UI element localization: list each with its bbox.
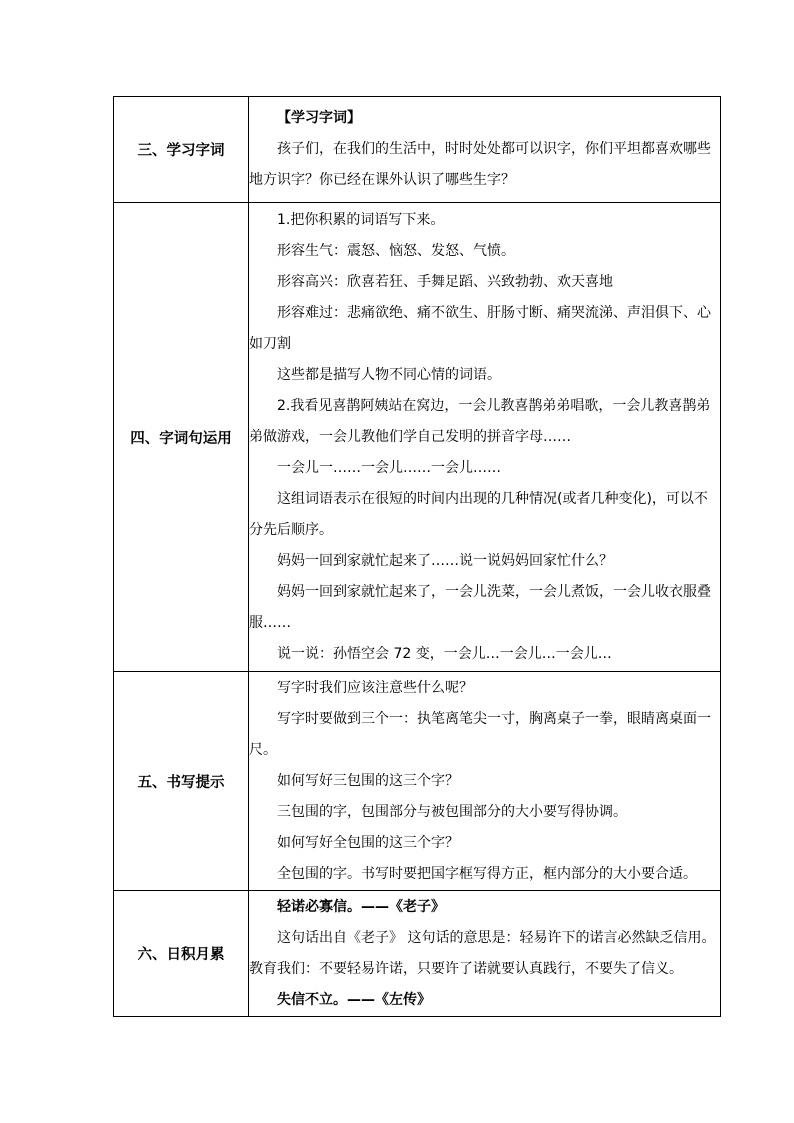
paragraph: 这组词语表示在很短的时间内出现的几种情况(或者几种变化)，可以不分先后顺序。 xyxy=(249,490,708,538)
section-content xyxy=(249,891,721,1017)
paragraph: 2.我看见喜鹊阿姨站在窝边，一会儿教喜鹊弟弟唱歌，一会儿教喜鹊弟弟做游戏，一会儿教他们学自己发明的拼音字母…… xyxy=(249,397,711,445)
paragraph: 这句话出自《老子》 这句话的意思是：轻易许下的诺言必然缺乏信用。教育我们：不要轻易许诺，只要许了诺就要认真践行，不要失了信义。 xyxy=(249,929,716,977)
section-content xyxy=(249,672,721,891)
paragraph: 一会儿一……一会儿……一会儿…… xyxy=(277,459,501,476)
paragraph: 1.把你积累的词语写下来。 xyxy=(277,211,445,228)
paragraph: 写字时要做到三个一：执笔离笔尖一寸，胸离桌子一拳，眼睛离桌面一尺。 xyxy=(249,710,711,758)
paragraph: 说一说：孙悟空会 72 变，一会儿…一会儿…一会儿… xyxy=(277,645,612,662)
paragraph: 形容高兴：欣喜若狂、手舞足蹈、兴致勃勃、欢天喜地 xyxy=(277,273,613,290)
paragraph: 妈妈一回到家就忙起来了……说一说妈妈回家忙什么？ xyxy=(277,552,613,569)
section-content xyxy=(249,97,721,203)
paragraph: 形容难过：悲痛欲绝、痛不欲生、肝肠寸断、痛哭流涕、声泪俱下、心如刀割 xyxy=(249,304,711,352)
section-label: 三、学习字词 xyxy=(114,97,249,203)
table-row xyxy=(114,97,721,203)
section-label: 五、书写提示 xyxy=(114,672,249,891)
section-label: 六、日积月累 xyxy=(114,891,249,1017)
paragraph: 全包围的字。书写时要把国字框写得方正，框内部分的大小要合适。 xyxy=(277,865,697,882)
section-label: 四、字词句运用 xyxy=(114,203,249,672)
table-row xyxy=(114,672,721,891)
paragraph: 这些都是描写人物不同心情的词语。 xyxy=(277,366,501,383)
table-row xyxy=(114,891,721,1017)
table-row xyxy=(114,203,721,672)
paragraph: 如何写好全包围的这三个字？ xyxy=(277,834,459,851)
paragraph: 妈妈一回到家就忙起来了，一会儿洗菜，一会儿煮饭，一会儿收衣服叠服…… xyxy=(249,583,711,631)
paragraph: 孩子们，在我们的生活中，时时处处都可以识字，你们平坦都喜欢哪些地方识字？你已经在课外认识了哪些生字？ xyxy=(249,141,711,188)
lesson-plan-table xyxy=(113,96,721,1017)
paragraph: 形容生气：震怒、恼怒、发怒、气愤。 xyxy=(277,242,515,259)
paragraph: 写字时我们应该注意些什么呢？ xyxy=(277,679,473,696)
section-heading: 【学习字词】 xyxy=(277,110,361,126)
paragraph: 三包围的字，包围部分与被包围部分的大小要写得协调。 xyxy=(277,803,627,820)
quote: 轻诺必寡信。——《老子》 xyxy=(277,898,445,915)
quote: 失信不立。——《左传》 xyxy=(277,991,431,1008)
section-content xyxy=(249,203,721,672)
paragraph: 如何写好三包围的这三个字？ xyxy=(277,772,459,789)
